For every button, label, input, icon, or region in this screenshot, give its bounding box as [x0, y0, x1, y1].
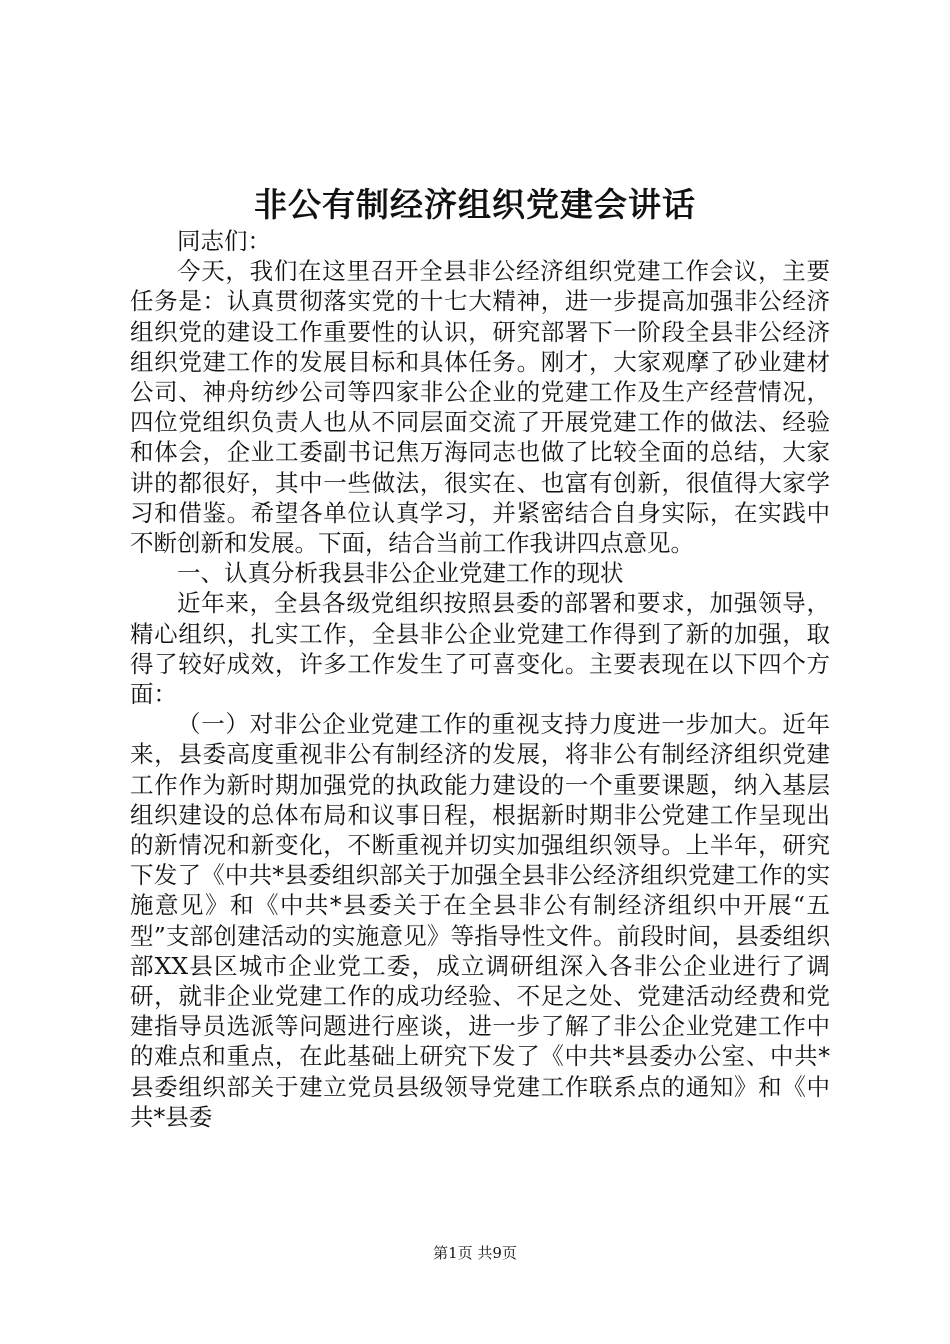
body-paragraph: （一）对非公企业党建工作的重视支持力度进一步加大。近年来，县委高度重视非公有制经济的发展，将非公有制经济组织党建工作作为新时期加强党的执政能力建设的一个重要课题，纳入基层组织建设的总体布局和议事日程，根据新时期非公党建工作呈现出的新情况和新变化，不断重视并切实加强组织领导。上半年，研究下发了《中共*县委组织部关于加强全县非公经济组织党建工作的实施意见》和《中共*县委关于在全县非公有制经济组织中开展“五型”支部创建活动的实施意见》等指导性文件。前段时间，县委组织部XX县区城市企业党工委，成立调研组深入各非公企业进行了调研，就非企业党建工作的成功经验、不足之处、党建活动经费和党建指导员选派等问题进行座谈，进一步了解了非公企业党建工作中的难点和重点，在此基础上研究下发了《中共*县委办公室、中共*县委组织部关于建立党员县级领导党建工作联系点的通知》和《中共*县委: [130, 710, 830, 1131]
document-title: 非公有制经济组织党建会讲话: [254, 185, 696, 224]
salutation-paragraph: 同志们：: [177, 227, 271, 255]
body-paragraph: 近年来，全县各级党组织按照县委的部署和要求，加强领导，精心组织，扎实工作，全县非公企业党建工作得到了新的加强，取得了较好成效，许多工作发生了可喜变化。主要表现在以下四个方面：: [130, 589, 830, 709]
page-number-footer: 第1页 共9页: [433, 1244, 517, 1262]
section-heading: 一、认真分析我县非公企业党建工作的现状: [177, 559, 624, 588]
intro-paragraph: 今天，我们在这里召开全县非公经济组织党建工作会议，主要任务是：认真贯彻落实党的十七大精神，进一步提高加强非公经济组织党的建设工作重要性的认识，研究部署下一阶段全县非公经济组织党建工作的发展目标和具体任务。刚才，大家观摩了砂业建材公司、神舟纺纱公司等四家非公企业的党建工作及生产经营情况，四位党组织负责人也从不同层面交流了开展党建工作的做法、经验和体会，企业工委副书记焦万海同志也做了比较全面的总结，大家讲的都很好，其中一些做法，很实在、也富有创新，很值得大家学习和借鉴。希望各单位认真学习，并紧密结合自身实际，在实践中不断创新和发展。下面，结合当前工作我讲四点意见。: [130, 257, 830, 558]
document-body: [130, 226, 830, 1132]
